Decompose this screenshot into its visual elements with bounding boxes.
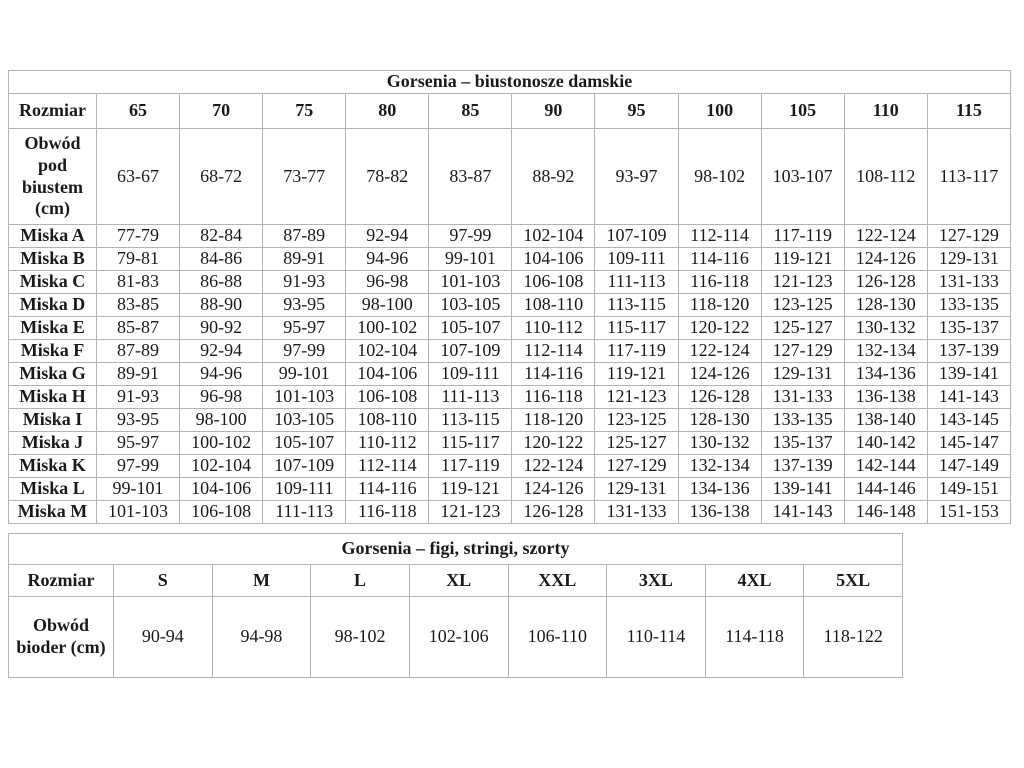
size-range-cell: 113-115 bbox=[429, 409, 512, 432]
size-column-header: L bbox=[311, 565, 410, 597]
size-range-cell: 113-115 bbox=[595, 294, 678, 317]
table-row bbox=[9, 271, 1011, 294]
size-range-cell: 105-107 bbox=[429, 317, 512, 340]
size-range-cell: 87-89 bbox=[263, 225, 346, 248]
size-range-cell: 128-130 bbox=[844, 294, 927, 317]
size-column-header: 115 bbox=[927, 94, 1010, 129]
table-row bbox=[9, 363, 1011, 386]
size-range-cell: 127-129 bbox=[595, 455, 678, 478]
measurement-row-label: Miska L bbox=[9, 478, 97, 501]
size-column-header: 80 bbox=[346, 94, 429, 129]
size-range-cell: 114-116 bbox=[346, 478, 429, 501]
size-range-cell: 147-149 bbox=[927, 455, 1010, 478]
size-range-cell: 109-111 bbox=[263, 478, 346, 501]
size-range-cell: 97-99 bbox=[263, 340, 346, 363]
size-range-cell: 123-125 bbox=[595, 409, 678, 432]
size-range-cell: 102-106 bbox=[409, 597, 508, 678]
size-range-cell: 112-114 bbox=[346, 455, 429, 478]
size-range-cell: 117-119 bbox=[429, 455, 512, 478]
size-range-cell: 119-121 bbox=[595, 363, 678, 386]
measurement-row-label: Miska G bbox=[9, 363, 97, 386]
size-range-cell: 92-94 bbox=[346, 225, 429, 248]
size-range-cell: 99-101 bbox=[429, 248, 512, 271]
size-range-cell: 112-114 bbox=[512, 340, 595, 363]
size-range-cell: 94-96 bbox=[180, 363, 263, 386]
table-row bbox=[9, 340, 1011, 363]
table-row bbox=[9, 501, 1011, 524]
size-range-cell: 123-125 bbox=[761, 294, 844, 317]
size-range-cell: 137-139 bbox=[761, 455, 844, 478]
size-range-cell: 87-89 bbox=[97, 340, 180, 363]
measurement-row-label: Miska D bbox=[9, 294, 97, 317]
bras-size-table bbox=[8, 70, 1011, 524]
size-range-cell: 99-101 bbox=[97, 478, 180, 501]
size-range-cell: 106-108 bbox=[346, 386, 429, 409]
size-range-cell: 118-122 bbox=[804, 597, 903, 678]
size-column-header: 65 bbox=[97, 94, 180, 129]
size-range-cell: 124-126 bbox=[678, 363, 761, 386]
size-range-cell: 126-128 bbox=[678, 386, 761, 409]
size-column-header: 105 bbox=[761, 94, 844, 129]
size-range-cell: 119-121 bbox=[429, 478, 512, 501]
size-range-cell: 124-126 bbox=[844, 248, 927, 271]
size-range-cell: 145-147 bbox=[927, 432, 1010, 455]
size-range-cell: 140-142 bbox=[844, 432, 927, 455]
size-range-cell: 85-87 bbox=[97, 317, 180, 340]
size-range-cell: 100-102 bbox=[180, 432, 263, 455]
size-range-cell: 101-103 bbox=[263, 386, 346, 409]
size-range-cell: 151-153 bbox=[927, 501, 1010, 524]
size-range-cell: 95-97 bbox=[263, 317, 346, 340]
size-range-cell: 134-136 bbox=[844, 363, 927, 386]
size-range-cell: 91-93 bbox=[97, 386, 180, 409]
size-range-cell: 89-91 bbox=[263, 248, 346, 271]
size-range-cell: 141-143 bbox=[761, 501, 844, 524]
size-range-cell: 114-116 bbox=[678, 248, 761, 271]
size-column-header: 5XL bbox=[804, 565, 903, 597]
table-row bbox=[9, 597, 903, 678]
size-range-cell: 129-131 bbox=[761, 363, 844, 386]
size-range-cell: 127-129 bbox=[761, 340, 844, 363]
table-row bbox=[9, 294, 1011, 317]
size-range-cell: 78-82 bbox=[346, 129, 429, 225]
size-range-cell: 100-102 bbox=[346, 317, 429, 340]
size-range-cell: 126-128 bbox=[844, 271, 927, 294]
size-range-cell: 110-112 bbox=[512, 317, 595, 340]
size-range-cell: 135-137 bbox=[761, 432, 844, 455]
size-range-cell: 68-72 bbox=[180, 129, 263, 225]
size-range-cell: 110-112 bbox=[346, 432, 429, 455]
size-range-cell: 133-135 bbox=[761, 409, 844, 432]
size-range-cell: 89-91 bbox=[97, 363, 180, 386]
size-range-cell: 121-123 bbox=[429, 501, 512, 524]
size-range-cell: 103-105 bbox=[263, 409, 346, 432]
size-range-cell: 101-103 bbox=[97, 501, 180, 524]
measurement-row-label: Miska I bbox=[9, 409, 97, 432]
size-range-cell: 90-92 bbox=[180, 317, 263, 340]
size-range-cell: 94-98 bbox=[212, 597, 311, 678]
size-range-cell: 110-114 bbox=[607, 597, 706, 678]
size-range-cell: 115-117 bbox=[595, 317, 678, 340]
size-range-cell: 111-113 bbox=[595, 271, 678, 294]
size-header-label: Rozmiar bbox=[9, 565, 114, 597]
size-range-cell: 135-137 bbox=[927, 317, 1010, 340]
measurement-row-label: Miska A bbox=[9, 225, 97, 248]
size-range-cell: 125-127 bbox=[761, 317, 844, 340]
size-range-cell: 130-132 bbox=[844, 317, 927, 340]
size-column-header: 75 bbox=[263, 94, 346, 129]
size-range-cell: 93-97 bbox=[595, 129, 678, 225]
size-range-cell: 112-114 bbox=[678, 225, 761, 248]
briefs-table-title: Gorsenia – figi, stringi, szorty bbox=[9, 534, 903, 565]
size-range-cell: 111-113 bbox=[429, 386, 512, 409]
size-header-label: Rozmiar bbox=[9, 94, 97, 129]
size-range-cell: 98-100 bbox=[180, 409, 263, 432]
measurement-row-label: Miska K bbox=[9, 455, 97, 478]
size-range-cell: 103-105 bbox=[429, 294, 512, 317]
measurement-row-label: Miska E bbox=[9, 317, 97, 340]
size-range-cell: 118-120 bbox=[678, 294, 761, 317]
size-column-header: 85 bbox=[429, 94, 512, 129]
size-range-cell: 105-107 bbox=[263, 432, 346, 455]
size-range-cell: 96-98 bbox=[346, 271, 429, 294]
size-range-cell: 109-111 bbox=[429, 363, 512, 386]
measurement-row-label: Miska M bbox=[9, 501, 97, 524]
size-range-cell: 117-119 bbox=[595, 340, 678, 363]
size-range-cell: 99-101 bbox=[263, 363, 346, 386]
size-range-cell: 107-109 bbox=[595, 225, 678, 248]
size-range-cell: 91-93 bbox=[263, 271, 346, 294]
table-row bbox=[9, 248, 1011, 271]
size-column-header: M bbox=[212, 565, 311, 597]
measurement-row-label: Miska J bbox=[9, 432, 97, 455]
table-row bbox=[9, 409, 1011, 432]
size-range-cell: 107-109 bbox=[429, 340, 512, 363]
size-range-cell: 107-109 bbox=[263, 455, 346, 478]
size-range-cell: 106-110 bbox=[508, 597, 607, 678]
size-range-cell: 102-104 bbox=[180, 455, 263, 478]
size-range-cell: 88-92 bbox=[512, 129, 595, 225]
size-range-cell: 132-134 bbox=[844, 340, 927, 363]
size-range-cell: 104-106 bbox=[180, 478, 263, 501]
size-column-header: 3XL bbox=[607, 565, 706, 597]
size-range-cell: 139-141 bbox=[927, 363, 1010, 386]
size-range-cell: 114-116 bbox=[512, 363, 595, 386]
size-range-cell: 79-81 bbox=[97, 248, 180, 271]
briefs-header-row bbox=[9, 565, 903, 597]
size-range-cell: 108-110 bbox=[512, 294, 595, 317]
size-range-cell: 136-138 bbox=[844, 386, 927, 409]
size-column-header: XXL bbox=[508, 565, 607, 597]
size-range-cell: 93-95 bbox=[263, 294, 346, 317]
size-range-cell: 149-151 bbox=[927, 478, 1010, 501]
size-range-cell: 122-124 bbox=[512, 455, 595, 478]
size-range-cell: 119-121 bbox=[761, 248, 844, 271]
size-range-cell: 104-106 bbox=[346, 363, 429, 386]
size-range-cell: 146-148 bbox=[844, 501, 927, 524]
size-range-cell: 136-138 bbox=[678, 501, 761, 524]
size-range-cell: 101-103 bbox=[429, 271, 512, 294]
size-range-cell: 130-132 bbox=[678, 432, 761, 455]
briefs-table-title-row bbox=[9, 534, 903, 565]
table-row bbox=[9, 478, 1011, 501]
size-range-cell: 86-88 bbox=[180, 271, 263, 294]
size-range-cell: 104-106 bbox=[512, 248, 595, 271]
size-range-cell: 116-118 bbox=[678, 271, 761, 294]
bras-table-title: Gorsenia – biustonosze damskie bbox=[9, 71, 1011, 94]
bras-header-row bbox=[9, 94, 1011, 129]
size-range-cell: 118-120 bbox=[512, 409, 595, 432]
size-range-cell: 106-108 bbox=[512, 271, 595, 294]
size-range-cell: 128-130 bbox=[678, 409, 761, 432]
size-range-cell: 139-141 bbox=[761, 478, 844, 501]
size-range-cell: 124-126 bbox=[512, 478, 595, 501]
size-column-header: S bbox=[114, 565, 213, 597]
size-range-cell: 102-104 bbox=[512, 225, 595, 248]
measurement-row-label: Obwód bioder (cm) bbox=[9, 597, 114, 678]
size-range-cell: 98-100 bbox=[346, 294, 429, 317]
table-row bbox=[9, 432, 1011, 455]
measurement-row-label: Obwód pod biustem (cm) bbox=[9, 129, 97, 225]
table-row bbox=[9, 455, 1011, 478]
size-range-cell: 97-99 bbox=[97, 455, 180, 478]
size-range-cell: 141-143 bbox=[927, 386, 1010, 409]
size-range-cell: 129-131 bbox=[595, 478, 678, 501]
measurement-row-label: Miska F bbox=[9, 340, 97, 363]
size-column-header: 95 bbox=[595, 94, 678, 129]
size-range-cell: 82-84 bbox=[180, 225, 263, 248]
measurement-row-label: Miska H bbox=[9, 386, 97, 409]
size-range-cell: 120-122 bbox=[512, 432, 595, 455]
size-range-cell: 98-102 bbox=[678, 129, 761, 225]
size-range-cell: 113-117 bbox=[927, 129, 1010, 225]
size-range-cell: 96-98 bbox=[180, 386, 263, 409]
size-range-cell: 143-145 bbox=[927, 409, 1010, 432]
size-range-cell: 109-111 bbox=[595, 248, 678, 271]
table-row bbox=[9, 386, 1011, 409]
size-range-cell: 103-107 bbox=[761, 129, 844, 225]
table-row bbox=[9, 317, 1011, 340]
size-column-header: 4XL bbox=[705, 565, 804, 597]
size-range-cell: 83-87 bbox=[429, 129, 512, 225]
size-range-cell: 114-118 bbox=[705, 597, 804, 678]
size-range-cell: 120-122 bbox=[678, 317, 761, 340]
size-range-cell: 88-90 bbox=[180, 294, 263, 317]
size-range-cell: 115-117 bbox=[429, 432, 512, 455]
size-range-cell: 133-135 bbox=[927, 294, 1010, 317]
size-range-cell: 108-110 bbox=[346, 409, 429, 432]
size-range-cell: 129-131 bbox=[927, 248, 1010, 271]
size-range-cell: 106-108 bbox=[180, 501, 263, 524]
size-range-cell: 127-129 bbox=[927, 225, 1010, 248]
size-range-cell: 134-136 bbox=[678, 478, 761, 501]
size-range-cell: 131-133 bbox=[927, 271, 1010, 294]
size-range-cell: 95-97 bbox=[97, 432, 180, 455]
size-range-cell: 131-133 bbox=[595, 501, 678, 524]
size-range-cell: 137-139 bbox=[927, 340, 1010, 363]
size-range-cell: 73-77 bbox=[263, 129, 346, 225]
size-range-cell: 98-102 bbox=[311, 597, 410, 678]
size-range-cell: 84-86 bbox=[180, 248, 263, 271]
size-column-header: 100 bbox=[678, 94, 761, 129]
size-range-cell: 92-94 bbox=[180, 340, 263, 363]
size-range-cell: 93-95 bbox=[97, 409, 180, 432]
size-range-cell: 77-79 bbox=[97, 225, 180, 248]
table-row bbox=[9, 129, 1011, 225]
size-range-cell: 111-113 bbox=[263, 501, 346, 524]
size-range-cell: 122-124 bbox=[844, 225, 927, 248]
size-range-cell: 121-123 bbox=[761, 271, 844, 294]
size-range-cell: 108-112 bbox=[844, 129, 927, 225]
bras-table-title-row bbox=[9, 71, 1011, 94]
size-range-cell: 116-118 bbox=[512, 386, 595, 409]
size-range-cell: 121-123 bbox=[595, 386, 678, 409]
size-range-cell: 122-124 bbox=[678, 340, 761, 363]
size-range-cell: 83-85 bbox=[97, 294, 180, 317]
size-range-cell: 125-127 bbox=[595, 432, 678, 455]
size-range-cell: 126-128 bbox=[512, 501, 595, 524]
size-column-header: 110 bbox=[844, 94, 927, 129]
size-range-cell: 81-83 bbox=[97, 271, 180, 294]
size-range-cell: 102-104 bbox=[346, 340, 429, 363]
size-column-header: 90 bbox=[512, 94, 595, 129]
size-range-cell: 132-134 bbox=[678, 455, 761, 478]
size-range-cell: 63-67 bbox=[97, 129, 180, 225]
table-row bbox=[9, 225, 1011, 248]
size-range-cell: 138-140 bbox=[844, 409, 927, 432]
size-range-cell: 117-119 bbox=[761, 225, 844, 248]
size-range-cell: 94-96 bbox=[346, 248, 429, 271]
size-range-cell: 90-94 bbox=[114, 597, 213, 678]
size-range-cell: 97-99 bbox=[429, 225, 512, 248]
size-range-cell: 131-133 bbox=[761, 386, 844, 409]
size-column-header: 70 bbox=[180, 94, 263, 129]
size-range-cell: 142-144 bbox=[844, 455, 927, 478]
size-range-cell: 116-118 bbox=[346, 501, 429, 524]
measurement-row-label: Miska C bbox=[9, 271, 97, 294]
size-range-cell: 144-146 bbox=[844, 478, 927, 501]
size-column-header: XL bbox=[409, 565, 508, 597]
measurement-row-label: Miska B bbox=[9, 248, 97, 271]
briefs-size-table bbox=[8, 533, 903, 678]
